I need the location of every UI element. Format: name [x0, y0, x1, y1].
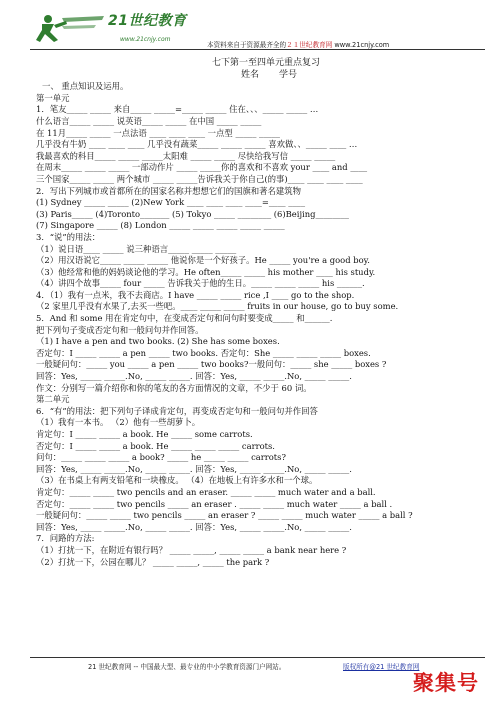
text-line: （3）在书桌上有两支铅笔和一块橡皮。 （4）在地板上有许多水和一个球。 [36, 475, 318, 486]
footer-text: 21 世纪教育网 -- 中国最大型、最专业的中小学教育资源门户网站。 [88, 663, 286, 671]
text-line: 问句：_____ _____ _____ a book? _____ he _____ _____ carrots? [36, 452, 286, 463]
header-note-site[interactable]: ２１世纪教育网 [286, 41, 333, 49]
text-line: （1) I have a pen and two books. (2) She has some boxes. [36, 336, 280, 347]
text-line: 把下列句子变成否定句和一般问句并作回答。 [36, 324, 204, 335]
text-line: 几乎没有牛奶 ____ ____ ____ 几乎没有蔬菜_____ _____ _____ 喜欢做、、_____ ____ … [36, 139, 358, 150]
text-line: 否定句：I _____ _____ a pen _____ two books. 否定句：She _____ _____ _____ boxes. [36, 347, 371, 358]
text-line: （4）讲四个故事_____ four _____ 告诉我关于他的生日。_____ _____ _____ his ______. [36, 278, 365, 289]
document-body [36, 58, 476, 568]
text-line: 肯定句：_____ _____ two pencils and an eraser. _____ _____ much water and a ball. [36, 486, 376, 497]
header-note-url[interactable]: www.21cnjy.com [334, 41, 390, 49]
text-line: 7．问路的方法: [36, 533, 95, 544]
text-line: 否定句：_____ _____ two pencils _____ an eraser . _____ _____ much water _____ a ball . [36, 498, 393, 509]
text-line: 什么语言_____ _____ 说英语_____ _____ 在中国 _____ _____ [36, 115, 262, 126]
text-line: 回答：Yes, _____ _____.No, _____ _____. 回答：Yes, _____ _____.No, _____ _____. [36, 521, 352, 532]
text-line: 1．笔友_____ _____ 来自_____ _____=_____ _____ 住在、、、_____ _____ … [36, 104, 319, 115]
document-subtitle [62, 70, 476, 82]
text-line: (7) Singapore _____ (8) London _____ _____ _____ _____ _____ [36, 220, 285, 231]
text-line: 一般疑问句：_____ you _____ a pen _____ two books?一般问句：_____ she _____ boxes ? [36, 359, 387, 370]
number-label: 学号 [279, 69, 298, 80]
text-line: 6．“有”的用法：把下列句子译成肯定句，再变成否定句和一般问句并作回答 [36, 405, 318, 416]
text-line: 否定句：I _____ _____ a book. He _____ _____ _____ carrots. [36, 440, 275, 451]
text-line: 5．And 和 some 用在肯定句中，在变成否定句和问句时要变成_____ 和______. [36, 313, 333, 324]
text-line: 作文：分别写一篇介绍你和你的笔友的各方面情况的文章，不少于 60 词。 [36, 382, 312, 393]
text-line: （1）我有一本书。 （2）他有一些胡萝卜。 [36, 417, 201, 428]
page-header [30, 10, 485, 50]
text-line: 三个国家_____ _____ 两个城市 _____ _____告诉我关于你自己(的事)____ ____ ____ ____ [36, 173, 363, 184]
text-line: 一般疑问句：_____ _____ two pencils _____ an eraser ? _____ _____ much water _____ a ball ? [36, 510, 413, 521]
section-heading: 第二单元 [36, 394, 70, 405]
section-heading: 第一单元 [36, 92, 70, 103]
text-line: 4．（1）我有一点米，我不去商店。I have _____ _____ rice ,I ____ go to the shop. [36, 289, 355, 300]
text-line: 我最喜欢的科目_____ _____ _____太阳难 _____ _____ 尽快给我写信 _____ _____ [36, 150, 336, 161]
text-line: 在 11月_____ _____ 一点法语 ____ ____ ____ 一点型 _____ _____ [36, 127, 280, 138]
text-line: （2）打扰一下，公园在哪儿？ _____ _____, _____ the park ? [36, 556, 270, 567]
text-line: （3）他经常和他的妈妈谈论他的学习。He often_____ _____ his mother ____ his study. [36, 266, 376, 277]
text-line: 肯定句：I _____ _____ a book. He _____ some carrots. [36, 429, 253, 439]
footer-copyright-link[interactable]: 版权所有@21 世纪教育网 [343, 663, 420, 671]
text-line: 3．“说”的用法： [36, 231, 101, 242]
logo-text: 21世纪教育 [108, 13, 187, 29]
footer-divider [30, 657, 485, 658]
text-line: 2．写出下列城市或首都所在的国家名称并想想它们的国旗和著名建筑物 [36, 185, 301, 196]
text-line: (1) Sydney _____ _____ (2)New York ____ ____ ____ ____=____ ____ [36, 197, 306, 208]
text-line: （1）说日语____ _____ 说三种语言_____ _____ _____ [36, 243, 237, 254]
document-title: 七下第一至四单元重点复习 [211, 58, 320, 68]
text-line: 回答：Yes, _____ _____.No, _____ _____. 回答：Yes, _____ _____.No, _____ _____. [36, 371, 352, 382]
text-line: (3) Paris_____ (4)Toronto_______ (5) Tokyo _____ ________ (6)Beijing________ [36, 208, 349, 219]
name-label: 姓名 [240, 69, 259, 80]
text-line: （2 家里几乎没有水果了,去买一些吧。____ _____ _____ fruits in our house, go to buy some. [36, 301, 399, 312]
logo-url: www.21cnjy.com [120, 36, 171, 43]
brand-watermark: 聚集号 [413, 671, 479, 695]
text-line: （1）打扰一下，在附近有银行吗？ _____ _____, _____ _____ a bank near here ? [36, 544, 347, 555]
text-line: 回答：Yes, _____ _____.No, _____ _____. 回答：Yes, _____ _____.No, _____ _____. [36, 463, 352, 474]
header-note-text: 本资料来自于资源最齐全的 [207, 41, 287, 49]
text-line: 一、 重点知识及运用。 [42, 81, 129, 92]
text-line: （2）用汉语说它_____ _____ _____ 他说你是一个好孩子。He _____ you're a good boy. [36, 255, 370, 266]
text-line: 在周末_____ _____ _____ 一部动作片 _____ _____你的喜欢和不喜欢 your ____ and ____ [36, 162, 368, 173]
header-divider [30, 49, 485, 50]
